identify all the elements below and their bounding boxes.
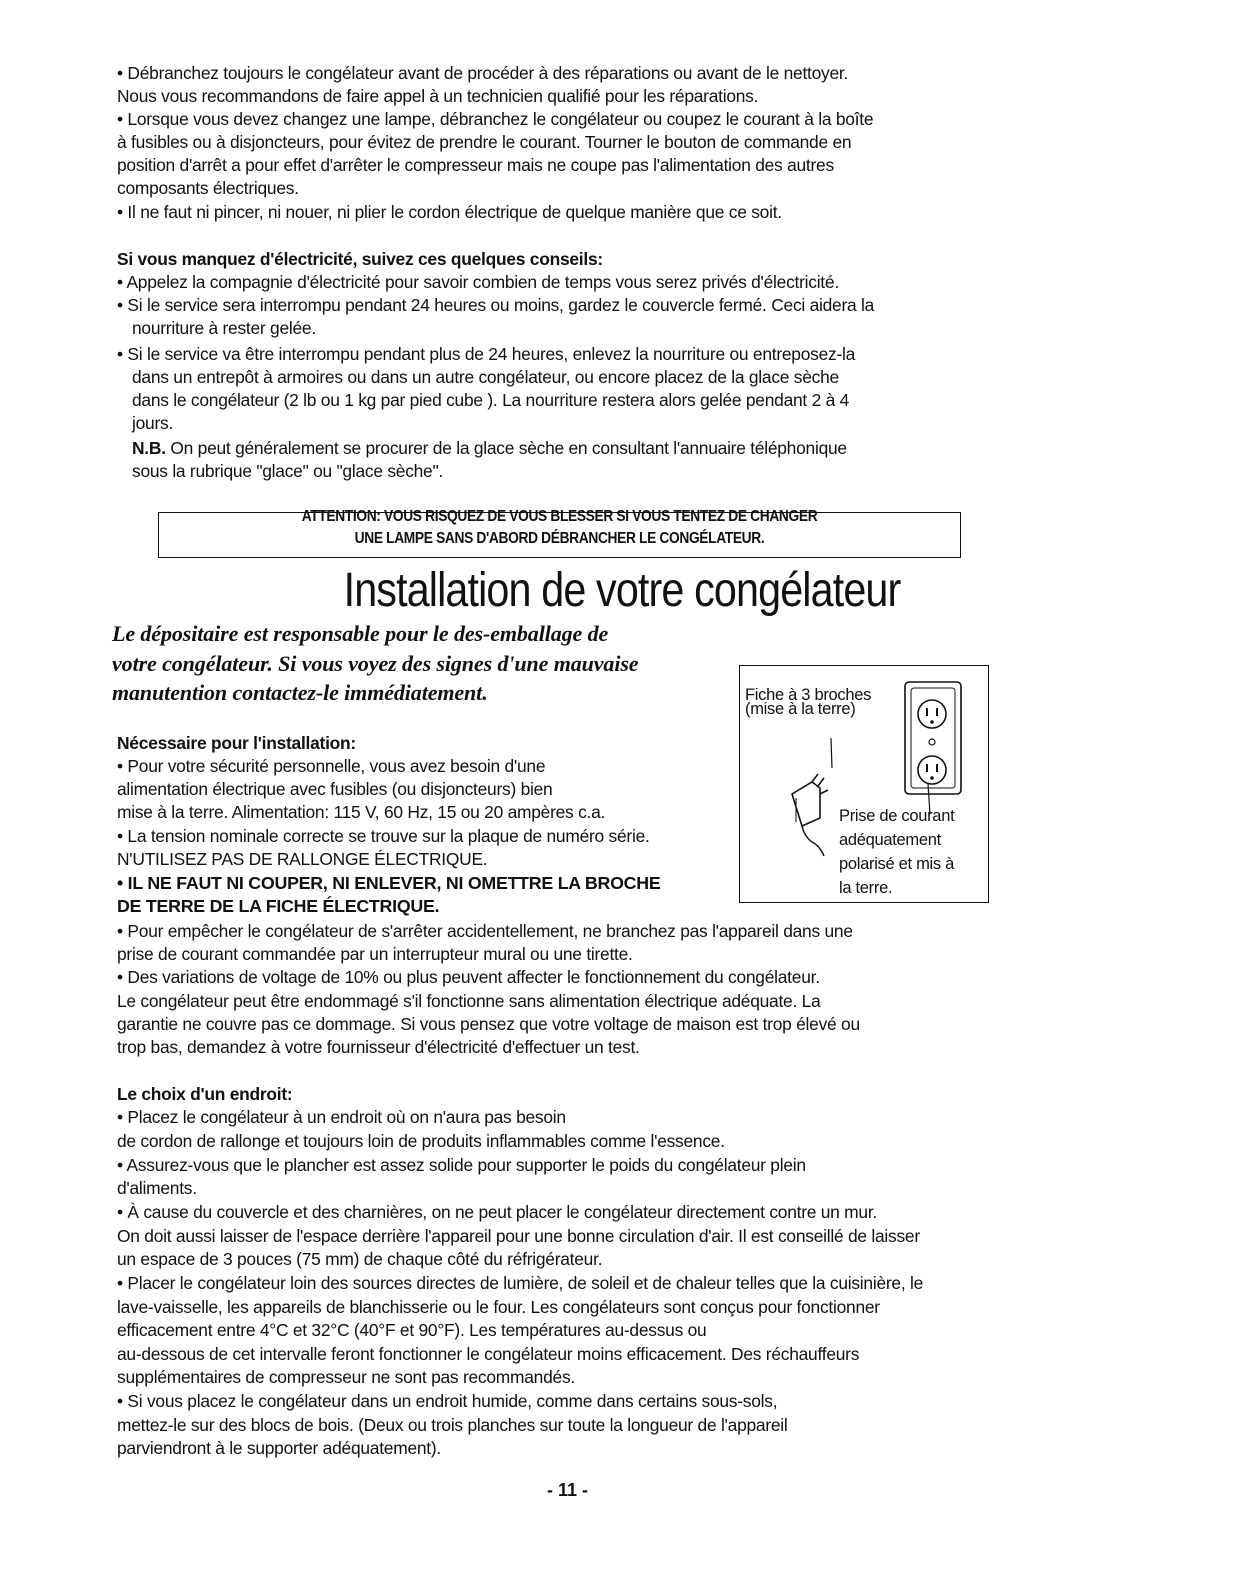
outlet-label: adéquatement [839, 831, 941, 849]
nb-note [132, 437, 847, 460]
text-line: • Des variations de voltage de 10% ou plus peuvent affecter le fonctionnement du congélateur. [117, 967, 820, 987]
section-heading: Si vous manquez d'électricité, suivez ces quelques conseils: [117, 249, 603, 269]
text-line: d'aliments. [117, 1178, 197, 1198]
outlet-label: la terre. [839, 879, 893, 897]
text-line: • Si vous placez le congélateur dans un endroit humide, comme dans certains sous-sols, [117, 1391, 778, 1411]
text-line: parviendront à le supporter adéquatement). [117, 1438, 441, 1458]
text-line: • Placer le congélateur loin des sources directes de lumière, de soleil et de chaleur telles que la cuisinière, le [117, 1273, 924, 1293]
text-line: • Lorsque vous devez changez une lampe, débranchez le congélateur ou coupez le courant à la boîte [117, 109, 874, 129]
text-line: dans un entrepôt à armoires ou dans un autre congélateur, ou encore placez de la glace sèche [132, 367, 839, 387]
text-line: au-dessous de cet intervalle feront fonctionner le congélateur moins efficacement. Des réchauffeurs [117, 1344, 860, 1364]
text-line: mise à la terre. Alimentation: 115 V, 60 Hz, 15 ou 20 ampères c.a. [117, 802, 606, 822]
page-title: Installation de votre congélateur [343, 564, 901, 617]
text-line: à fusibles ou à disjoncteurs, pour évitez de prendre le courant. Tourner le bouton de commande en [117, 132, 852, 152]
attention-box [158, 508, 961, 558]
text-line: • Il ne faut ni pincer, ni nouer, ni plier le cordon électrique de quelque manière que ce soit. [117, 202, 782, 222]
text-line: dans le congélateur (2 lb ou 1 kg par pied cube ). La nourriture restera alors gelée pendant 2 à 4 [132, 390, 850, 410]
outlet-label: Prise de courant [839, 807, 955, 825]
plug-label: (mise à la terre) [745, 700, 856, 718]
warning-line: DE TERRE DE LA FICHE ÉLECTRIQUE. [117, 896, 440, 916]
text-line: • Pour empêcher le congélateur de s'arrêter accidentellement, ne branchez pas l'appareil dans une [117, 921, 853, 941]
nb-text: On peut généralement se procurer de la glace sèche en consultant l'annuaire téléphonique [165, 438, 847, 458]
intro-line: Le dépositaire est responsable pour le des-emballage de [112, 621, 609, 646]
text-line: On doit aussi laisser de l'espace derrière l'appareil pour une bonne circulation d'air. Il est conseillé de laisser [117, 1226, 920, 1246]
plug-label: Fiche à 3 broches [745, 686, 872, 704]
text-line: jours. [132, 413, 174, 433]
text-line: • À cause du couvercle et des charnières, on ne peut placer le congélateur directement contre un mur. [117, 1202, 878, 1222]
text-line: supplémentaires de compresseur ne sont pas recommandés. [117, 1367, 575, 1387]
text-line: garantie ne couvre pas ce dommage. Si vous pensez que votre voltage de maison est trop élevé ou [117, 1014, 860, 1034]
text-line: • Si le service sera interrompu pendant 24 heures ou moins, gardez le couvercle fermé. Ceci aidera la [117, 295, 875, 315]
text-line: • Débranchez toujours le congélateur avant de procéder à des réparations ou avant de le nettoyer. [117, 63, 849, 83]
text-line: lave-vaisselle, les appareils de blanchisserie ou le four. Les congélateurs sont conçus pour fonctionner [117, 1297, 880, 1317]
text-line: prise de courant commandée par un interrupteur mural ou une tirette. [117, 944, 633, 964]
text-line: nourriture à rester gelée. [132, 318, 316, 338]
outlet-label: polarisé et mis à [839, 855, 955, 873]
text-line: un espace de 3 pouces (75 mm) de chaque côté du réfrigérateur. [117, 1249, 603, 1269]
attention-line: UNE LAMPE SANS D'ABORD DÉBRANCHER LE CONGÉLATEUR. [354, 530, 765, 547]
text-line: • Placez le congélateur à un endroit où on n'aura pas besoin [117, 1107, 566, 1127]
text-line: efficacement entre 4°C et 32°C (40°F et 90°F). Les températures au-dessus ou [117, 1320, 707, 1340]
text-line: • Pour votre sécurité personnelle, vous avez besoin d'une [117, 756, 546, 776]
page-number: - 11 - [547, 1480, 589, 1500]
section-heading: Nécessaire pour l'installation: [117, 733, 356, 753]
text-line: trop bas, demandez à votre fournisseur d'électricité d'effectuer un test. [117, 1037, 640, 1057]
warning-line: • IL NE FAUT NI COUPER, NI ENLEVER, NI OMETTRE LA BROCHE [117, 873, 661, 893]
text-line: position d'arrêt a pour effet d'arrêter le compresseur mais ne coupe pas l'alimentation des autres [117, 155, 834, 175]
text-line: de cordon de rallonge et toujours loin de produits inflammables comme l'essence. [117, 1131, 725, 1151]
text-line: • Si le service va être interrompu pendant plus de 24 heures, enlevez la nourriture ou entreposez-la [117, 344, 856, 364]
text-line: Le congélateur peut être endommagé s'il fonctionne sans alimentation électrique adéquate. La [117, 991, 821, 1011]
intro-line: manutention contactez-le immédiatement. [112, 680, 488, 705]
nb-label: N.B. [132, 438, 166, 458]
text-line: alimentation électrique avec fusibles (ou disjoncteurs) bien [117, 779, 553, 799]
attention-line: ATTENTION: VOUS RISQUEZ DE VOUS BLESSER SI VOUS TENTEZ DE CHANGER [301, 508, 818, 525]
text-line: • Appelez la compagnie d'électricité pour savoir combien de temps vous serez privés d'électricité. [117, 272, 839, 292]
text-line: composants électriques. [117, 178, 299, 198]
text-line: sous la rubrique "glace" ou "glace sèche". [132, 461, 443, 481]
intro-line: votre congélateur. Si vous voyez des signes d'une mauvaise [112, 651, 639, 676]
text-line: Nous vous recommandons de faire appel à un technicien qualifié pour les réparations. [117, 86, 759, 106]
text-line: mettez-le sur des blocs de bois. (Deux ou trois planches sur toute la longueur de l'appareil [117, 1415, 788, 1435]
text-line: • La tension nominale correcte se trouve sur la plaque de numéro série. [117, 826, 650, 846]
text-line: N'UTILISEZ PAS DE RALLONGE ÉLECTRIQUE. [117, 849, 488, 869]
text-line: • Assurez-vous que le plancher est assez solide pour supporter le poids du congélateur plein [117, 1155, 806, 1175]
section-heading: Le choix d'un endroit: [117, 1084, 293, 1104]
